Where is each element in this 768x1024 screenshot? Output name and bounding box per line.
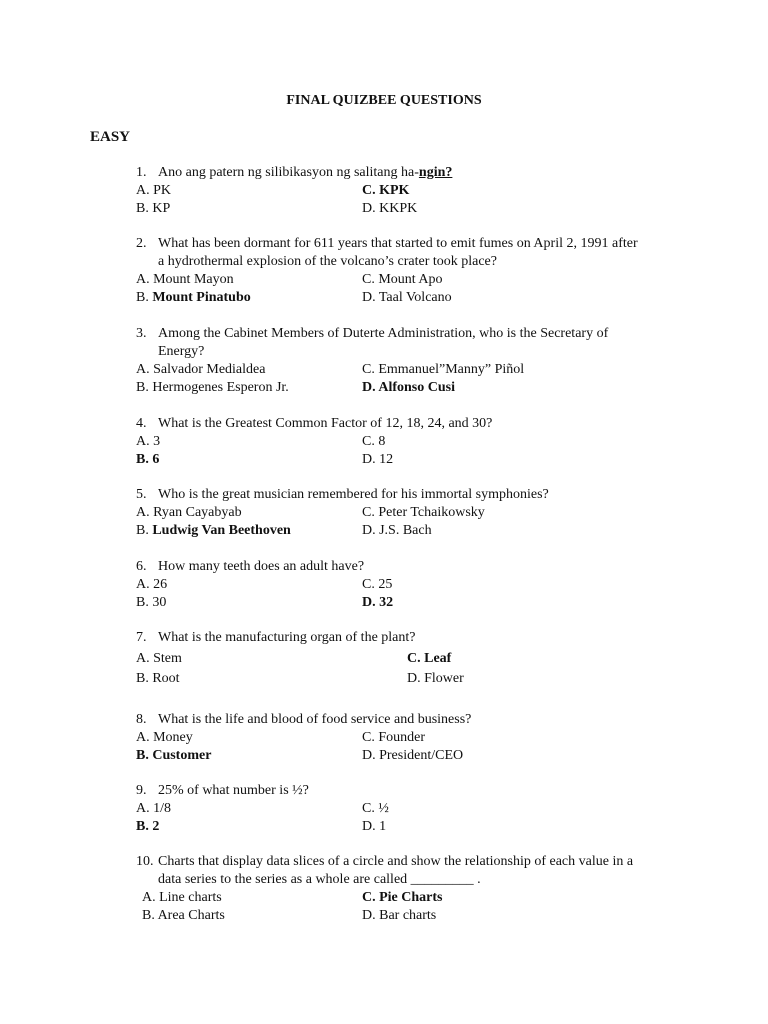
answer-row-1 xyxy=(142,889,702,907)
question-5 xyxy=(136,486,696,504)
option-d-correct: D. Alfonso Cusi xyxy=(362,380,455,395)
question-text: What is the manufacturing organ of the plant? xyxy=(158,630,416,645)
option-c: C. Founder xyxy=(362,730,425,745)
option-d: D. 1 xyxy=(362,819,387,834)
option-b: B. Area Charts xyxy=(142,908,225,923)
answer-row-1 xyxy=(136,361,696,379)
question-number: 2. xyxy=(136,236,147,251)
section-heading: EASY xyxy=(90,129,131,145)
question-text: What has been dormant for 611 years that started to emit fumes on April 2, 1991 after xyxy=(158,236,638,251)
question-1 xyxy=(136,164,696,182)
answer-row-2 xyxy=(136,818,696,836)
question-2 xyxy=(136,235,696,271)
option-b-correct: B. 6 xyxy=(136,452,160,467)
answer-row-2 xyxy=(136,289,696,307)
question-number: 8. xyxy=(136,712,147,727)
option-a: A. Mount Mayon xyxy=(136,272,234,287)
option-b: B. Root xyxy=(136,671,180,686)
option-d: D. Flower xyxy=(407,671,464,686)
answer-row-2 xyxy=(136,670,696,688)
answer-row-1 xyxy=(136,650,696,668)
option-c-correct: C. Pie Charts xyxy=(362,890,443,905)
question-number: 4. xyxy=(136,416,147,431)
option-a: A. Ryan Cayabyab xyxy=(136,505,242,520)
answer-row-2 xyxy=(136,594,696,612)
question-number: 5. xyxy=(136,487,147,502)
option-a: A. 26 xyxy=(136,577,168,592)
option-b: B. KP xyxy=(136,201,171,216)
answer-row-2 xyxy=(136,200,696,218)
option-c: C. 8 xyxy=(362,434,386,449)
answer-row-1 xyxy=(136,271,696,289)
option-d: D. President/CEO xyxy=(362,748,464,763)
option-a: A. Money xyxy=(136,730,193,745)
answer-row-1 xyxy=(136,729,696,747)
question-text: Who is the great musician remembered for his immortal symphonies? xyxy=(158,487,549,502)
answer-row-2 xyxy=(136,522,696,540)
question-text: Among the Cabinet Members of Duterte Administration, who is the Secretary of xyxy=(158,326,609,341)
answer-row-1 xyxy=(136,800,696,818)
question-text-continued: data series to the series as a whole are called _________ . xyxy=(158,872,481,887)
question-text-continued: Energy? xyxy=(158,344,205,359)
option-a: A. Stem xyxy=(136,651,182,666)
option-d: D. Taal Volcano xyxy=(362,290,452,305)
option-b-correct xyxy=(136,289,251,307)
option-d: D. 12 xyxy=(362,452,394,467)
option-d: D. KKPK xyxy=(362,201,418,216)
question-text: 25% of what number is ½? xyxy=(158,783,309,798)
answer-row-1 xyxy=(136,576,696,594)
option-a: A. 1/8 xyxy=(136,801,171,816)
question-number: 7. xyxy=(136,630,147,645)
question-number: 10. xyxy=(136,854,154,869)
question-number: 9. xyxy=(136,783,147,798)
option-d: D. Bar charts xyxy=(362,908,437,923)
question-9 xyxy=(136,782,696,800)
question-6 xyxy=(136,558,696,576)
option-a: A. Line charts xyxy=(142,890,222,905)
question-number: 6. xyxy=(136,559,147,574)
question-3 xyxy=(136,325,696,361)
option-text: Mount Pinatubo xyxy=(152,290,251,305)
option-text: Ludwig Van Beethoven xyxy=(152,523,291,538)
question-7 xyxy=(136,629,696,647)
option-b: B. Hermogenes Esperon Jr. xyxy=(136,380,289,395)
option-d: D. J.S. Bach xyxy=(362,523,432,538)
question-text: Charts that display data slices of a circle and show the relationship of each value in a xyxy=(158,854,634,869)
option-b: B. 30 xyxy=(136,595,167,610)
option-b-correct: B. Customer xyxy=(136,748,212,763)
question-number: 1. xyxy=(136,165,147,180)
option-c: C. Emmanuel”Manny” Piñol xyxy=(362,362,525,377)
option-letter: B. xyxy=(136,523,153,538)
option-a: A. 3 xyxy=(136,434,161,449)
option-c-correct: C. KPK xyxy=(362,183,410,198)
option-b-correct xyxy=(136,522,291,540)
option-a: A. Salvador Medialdea xyxy=(136,362,266,377)
question-text-continued: a hydrothermal explosion of the volcano’s crater took place? xyxy=(158,254,497,269)
option-c: C. Peter Tchaikowsky xyxy=(362,505,485,520)
answer-row-2 xyxy=(136,451,696,469)
option-c-correct: C. Leaf xyxy=(407,651,452,666)
answer-row-1 xyxy=(136,504,696,522)
question-4 xyxy=(136,415,696,433)
answer-row-1 xyxy=(136,182,696,200)
question-text: What is the Greatest Common Factor of 12, 18, 24, and 30? xyxy=(158,416,493,431)
option-letter: B. xyxy=(136,290,153,305)
option-a: A. PK xyxy=(136,183,172,198)
question-number: 3. xyxy=(136,326,147,341)
answer-row-1 xyxy=(136,433,696,451)
question-text-emphasis: ngin? xyxy=(418,165,453,180)
answer-row-2 xyxy=(136,379,696,397)
answer-row-2 xyxy=(142,907,702,925)
option-b-correct: B. 2 xyxy=(136,819,160,834)
page-title: FINAL QUIZBEE QUESTIONS xyxy=(286,93,482,108)
question-text: Ano ang patern ng silibikasyon ng salitang ha- xyxy=(158,165,419,180)
question-text: What is the life and blood of food service and business? xyxy=(158,712,472,727)
option-c: C. 25 xyxy=(362,577,393,592)
question-8 xyxy=(136,711,696,729)
question-10 xyxy=(136,853,696,889)
option-c: C. Mount Apo xyxy=(362,272,443,287)
answer-row-2 xyxy=(136,747,696,765)
option-d-correct: D. 32 xyxy=(362,595,394,610)
question-text: How many teeth does an adult have? xyxy=(158,559,365,574)
option-c: C. ½ xyxy=(362,801,389,816)
